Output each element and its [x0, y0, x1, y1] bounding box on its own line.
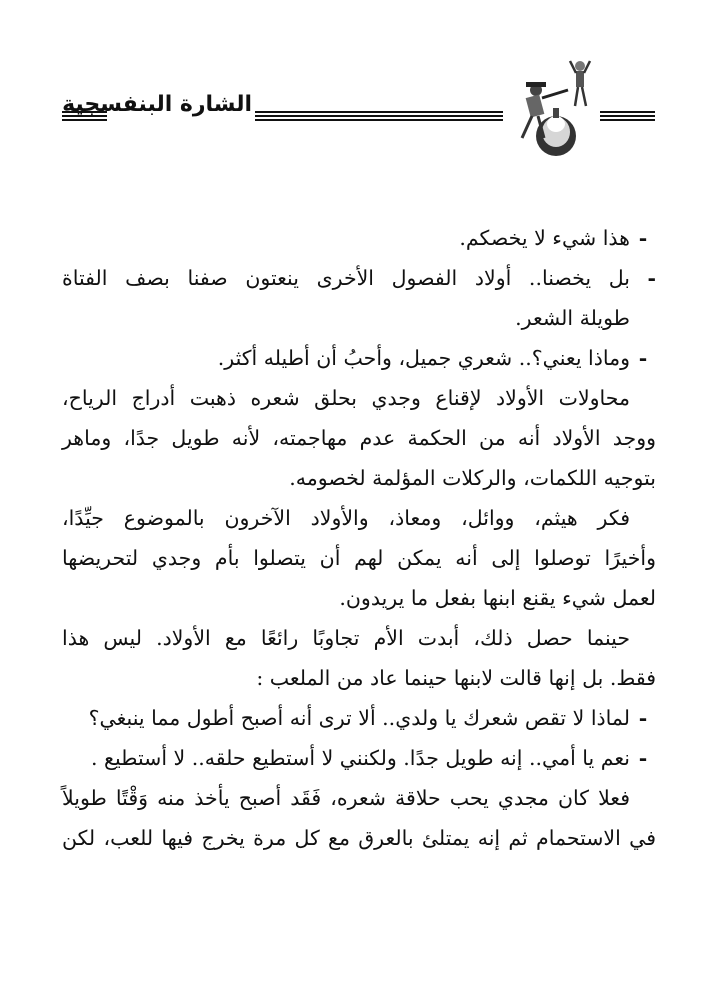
text-line: [62, 658, 656, 698]
dialogue-dash: -: [647, 266, 656, 290]
text-line: [62, 378, 656, 418]
text-line: [62, 538, 656, 578]
line-text: فقط. بل إنها قالت لابنها حينما عاد من الملعب :: [256, 666, 656, 690]
page-body-text: [62, 218, 656, 858]
line-text: محاولات الأولاد لإقناع وجدي بحلق شعره ذهبت أدراج الرياح،: [62, 386, 630, 410]
line-text: حينما حصل ذلك، أبدت الأم تجاوبًا رائعًا مع الأولاد. ليس هذا: [62, 626, 630, 650]
line-text: فكر هيثم، ووائل، ومعاذ، والأولاد الآخرون بالموضوع جيِّدًا،: [62, 506, 630, 530]
line-text: في الاستحمام ثم إنه يمتلئ بالعرق مع كل مرة يخرج فيها للعب، لكن: [62, 826, 656, 850]
line-text: بتوجيه اللكمات، والركلات المؤلمة لخصومه.: [289, 466, 656, 490]
line-text: وأخيرًا توصلوا إلى أنه يمكن لهم أن يتصلوا بأم وجدي لتحريضها: [62, 546, 656, 570]
header-rule-middle: [255, 111, 503, 121]
line-text: هذا شيء لا يخصكم.: [459, 226, 630, 250]
dialogue-line: [62, 698, 656, 738]
book-title: الشارة البنفسجية: [62, 92, 252, 117]
dialogue-line: [62, 258, 656, 298]
header-rule-left: [62, 111, 107, 121]
dialogue-dash: -: [638, 226, 648, 250]
line-text: وماذا يعني؟.. شعري جميل، وأحبُ أن أطيله أكثر.: [217, 346, 630, 370]
text-line: [62, 418, 656, 458]
line-text: نعم يا أمي.. إنه طويل جدًا. ولكنني لا أستطيع حلقه.. لا أستطيع .: [91, 746, 630, 770]
dialogue-line: [62, 218, 656, 258]
dialogue-line: [62, 738, 656, 778]
header-rule-right: [600, 111, 655, 121]
line-text: لعمل شيء يقنع ابنها بفعل ما يريدون.: [339, 586, 656, 610]
text-line: [62, 618, 656, 658]
page-header: [0, 0, 720, 170]
line-text: فعلا كان مجدي يحب حلاقة شعره، فَقَد أصبح يأخذ منه وَقْتًا طويلاً: [62, 786, 630, 810]
text-line: [62, 298, 656, 338]
dialogue-dash: -: [638, 746, 648, 770]
text-line: [62, 818, 656, 858]
text-line: [62, 778, 656, 818]
dialogue-line: [62, 338, 656, 378]
line-text: ووجد الأولاد أنه من الحكمة عدم مهاجمته، لأنه طويل جدًا، وماهر: [62, 426, 656, 450]
line-text: لماذا لا تقص شعرك يا ولدي.. ألا ترى أنه أصبح أطول مما ينبغي؟: [88, 706, 630, 730]
dialogue-dash: -: [638, 346, 648, 370]
text-line: [62, 458, 656, 498]
text-line: [62, 578, 656, 618]
text-line: [62, 498, 656, 538]
line-text: طويلة الشعر.: [515, 306, 630, 330]
line-text: بل يخصنا.. أولاد الفصول الأخرى ينعتون صفنا بصف الفتاة: [62, 266, 630, 290]
dialogue-dash: -: [638, 706, 648, 730]
boy-soldier-figure-on-bomb-icon: [508, 58, 598, 158]
